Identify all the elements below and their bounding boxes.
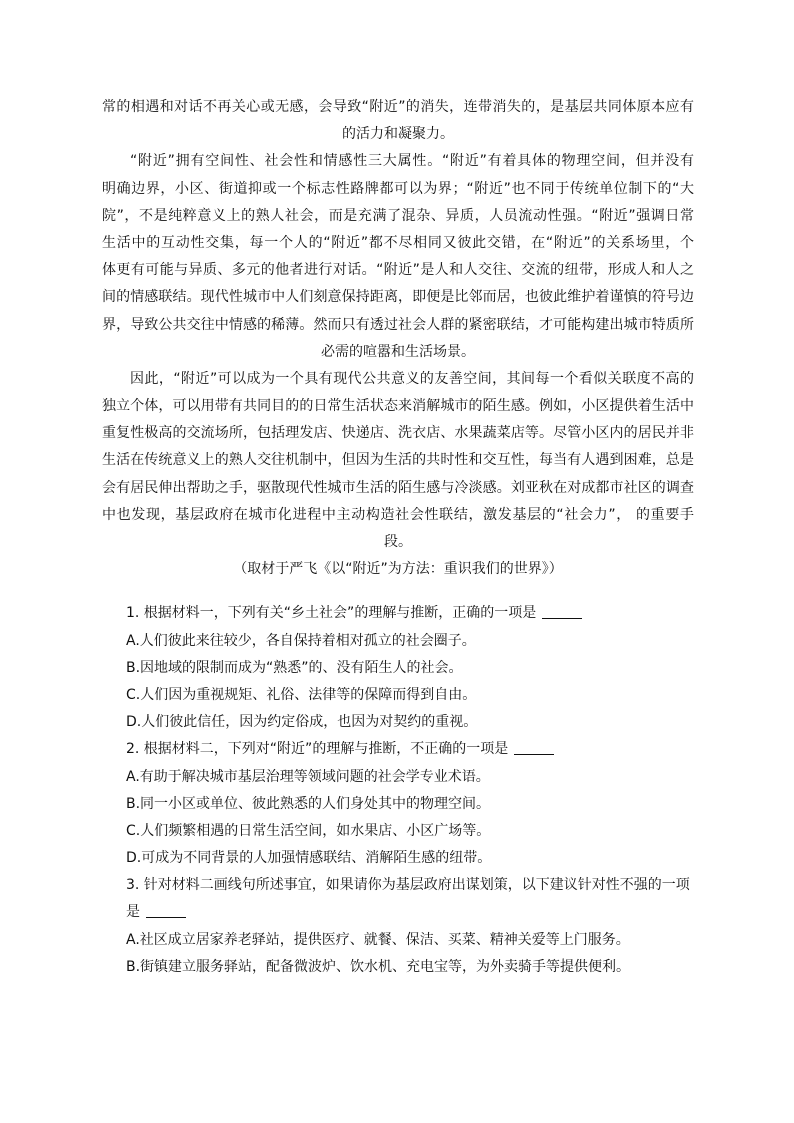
question-1-option-b: B.因地域的限制而成为“熟悉”的、没有陌生人的社会。 — [126, 659, 463, 676]
passage-line: 段。 — [384, 534, 412, 550]
question-1-option-d: D.人们彼此信任，因为约定俗成，也因为对契约的重视。 — [126, 714, 478, 731]
question-1-option-a: A.人们彼此来往较少，各自保持着相对孤立的社会圈子。 — [126, 632, 476, 649]
passage-line: 必需的喧嚣和生活场景。 — [321, 343, 475, 360]
passage-line: 界，导致公共交往中情感的稀薄。然而只有透过社会人群的紧密联结，才可能构建出城市特质所 — [102, 316, 694, 333]
passage-line: 会有居民伸出帮助之手，驱散现代性城市生活的陌生感与冷淡感。刘亚秋在对成都市社区的调查 — [102, 479, 694, 496]
question-2-option-b: B.同一小区或单位、彼此熟悉的人们身处其中的物理空间。 — [126, 795, 491, 812]
question-stem-text: 是 — [126, 904, 140, 921]
question-3-option-b: B.街镇建立服务驿站，配备微波炉、饮水机、充电宝等，为外卖骑手等提供便利。 — [126, 958, 631, 975]
question-3-stem: 3. 针对材料二画线句所述事宜，如果请你为基层政府出谋划策，以下建议针对性不强的一项 — [126, 877, 690, 894]
passage-line: 常的相遇和对话不再关心或无感，会导致“附近”的消失，连带消失的，是基层共同体原本应有 — [102, 99, 694, 115]
question-stem-text: 2. 根据材料二，下列对“附近”的理解与推断，不正确的一项是 — [126, 741, 509, 758]
answer-blank[interactable] — [514, 740, 554, 755]
question-stem-text: 1. 根据材料一，下列有关“乡土社会”的理解与推断，正确的一项是 — [126, 605, 537, 622]
source-citation: （取材于严飞《以“附近”为方法：重识我们的世界》） — [233, 561, 563, 578]
passage-line: 生活在传统意义上的熟人交往机制中，但因为生活的共时性和交互性，每当有人遇到困难，总是 — [102, 452, 694, 469]
question-2-option-a: A.有助于解决城市基层治理等领域问题的社会学专业术语。 — [126, 768, 490, 785]
passage-line: 因此，“附近”可以成为一个具有现代公共意义的友善空间，其间每一个看似关联度不高的 — [130, 370, 694, 387]
passage-line: 明确边界，小区、街道抑或一个标志性路牌都可以为界；“附近”也不同于传统单位制下的“大 — [102, 180, 694, 197]
passage-line: 间的情感联结。现代性城市中人们刻意保持距离，即便是比邻而居，也彼此维护着谨慎的符号边 — [102, 289, 694, 306]
question-1-option-c: C.人们因为重视规矩、礼俗、法律等的保障而得到自由。 — [126, 686, 477, 703]
question-1-stem — [102, 600, 694, 627]
question-2-option-c: C.人们频繁相遇的日常生活空间，如水果店、小区广场等。 — [126, 822, 491, 839]
passage-line: 的活力和凝聚力。 — [342, 126, 454, 143]
passage-line: “附近”拥有空间性、社会性和情感性三大属性。“附近”有着具体的物理空间，但并没有 — [130, 153, 694, 170]
document-page — [102, 94, 694, 981]
question-2-option-d: D.可成为不同背景的人加强情感联结、消解陌生感的纽带。 — [126, 850, 492, 867]
answer-blank[interactable] — [146, 903, 186, 918]
passage-line: 生活中的互动性交集，每一个人的“附近”都不尽相同又彼此交错，在“附近”的关系场里，个 — [102, 234, 694, 251]
spacer — [102, 583, 694, 600]
passage-line: 体更有可能与异质、多元的他者进行对话。“附近”是人和人交往、交流的纽带，形成人和人之 — [102, 262, 694, 279]
question-3-option-a: A.社区成立居家养老驿站，提供医疗、就餐、保洁、买菜、精神关爱等上门服务。 — [126, 931, 630, 948]
question-3-stem-cont — [102, 899, 694, 926]
passage-line: 院”，不是纯粹意义上的熟人社会，而是充满了混杂、异质，人员流动性强。“附近”强调日常 — [102, 207, 694, 224]
passage-line: 重复性极高的交流场所，包括理发店、快递店、洗衣店、水果蔬菜店等。尽管小区内的居民并非 — [102, 425, 694, 442]
passage-line: 独立个体，可以用带有共同目的的日常生活状态来消解城市的陌生感。例如，小区提供着生活中 — [102, 398, 694, 415]
passage-line: 中也发现，基层政府在城市化进程中主动构造社会性联结，激发基层的“社会力”， 的重要手 — [102, 506, 694, 523]
question-2-stem — [102, 736, 694, 763]
answer-blank[interactable] — [542, 604, 582, 619]
